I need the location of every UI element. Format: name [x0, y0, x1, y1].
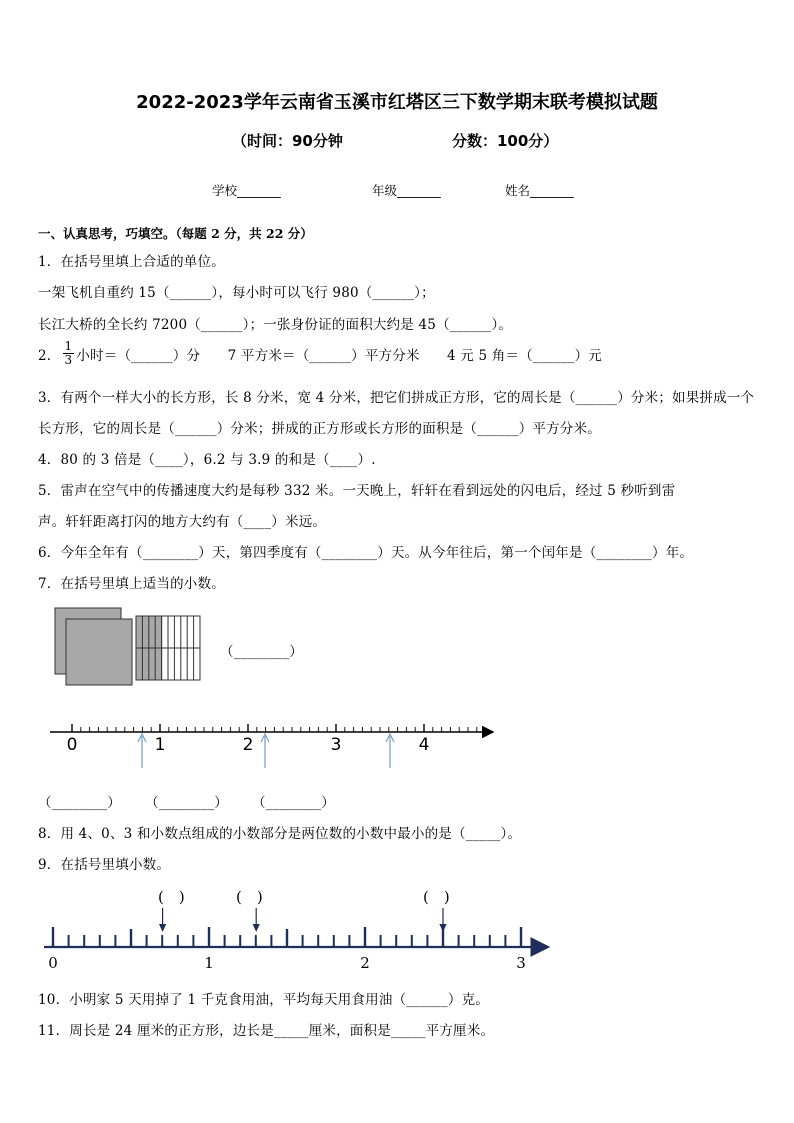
question-11: 11．周长是 24 厘米的正方形，边长是_____厘米，面积是_____平方厘米。 — [38, 1023, 495, 1039]
fraction-numerator: 1 — [64, 339, 73, 353]
tenths-grid — [136, 616, 200, 680]
answer-blank-2[interactable]: （________） — [145, 795, 228, 811]
marker-label-1: ( ) — [158, 888, 185, 906]
axis-ticks — [53, 927, 521, 947]
axis-label-2: 2 — [242, 735, 254, 755]
question-7-stem: 7．在括号里填上适当的小数。 — [38, 576, 225, 592]
question-9-stem: 9．在括号里填小数。 — [38, 857, 171, 873]
exam-score: 分数：100分） — [452, 132, 559, 150]
full-square-front — [66, 619, 132, 685]
answer-blank-3[interactable]: （________） — [252, 795, 335, 811]
school-field[interactable]: 学校_______ — [212, 183, 281, 198]
question-5-line2: 声。轩轩距离打闪的地方大约有（____）米远。 — [38, 514, 327, 530]
question-8: 8．用 4、0、3 和小数点组成的小数部分是两位数的小数中最小的是（_____）。 — [38, 826, 522, 842]
decimal-squares-figure — [50, 605, 210, 691]
axis-label-0: 0 — [66, 735, 78, 755]
name-field[interactable]: 姓名_______ — [505, 183, 574, 198]
axis-label-3: 3 — [516, 954, 526, 972]
question-1-line2: 长江大桥的全长约 7200（______）；一张身份证的面积大约是 45（______）。 — [38, 317, 513, 333]
number-line-q9 — [38, 882, 558, 974]
answer-blank-1[interactable]: （________） — [38, 795, 121, 811]
question-6: 6．今年全年有（________）天，第四季度有（________）天。从今年往后，第一个闰年是（________）年。 — [38, 545, 694, 561]
question-2-text: 小时＝（______）分 7 平方米＝（______）平方分米 4 元 5 角＝（______）元 — [76, 347, 602, 364]
pointer-arrows — [138, 734, 394, 768]
question-5-line1: 5．雷声在空气中的传播速度大约是每秒 332 米。一天晚上，轩轩在看到远处的闪电后，经过 5 秒听到雷 — [38, 483, 676, 499]
axis-label-4: 4 — [418, 735, 430, 755]
figure-answer-blank[interactable]: （________） — [220, 644, 303, 660]
axis-label-0: 0 — [48, 954, 58, 972]
fraction-one-third — [63, 340, 75, 367]
question-3-line1: 3．有两个一样大小的长方形，长 8 分米，宽 4 分米，把它们拼成正方形，它的周长是（______）分米；如果拼成一个 — [38, 390, 755, 406]
marker-arrows — [159, 908, 447, 932]
question-4: 4．80 的 3 倍是（____），6.2 与 3.9 的和是（____）. — [38, 452, 376, 468]
page-title: 2022-2023学年云南省玉溪市红塔区三下数学期末联考模拟试题 — [136, 92, 658, 113]
question-1-line1: 一架飞机自重约 15（______），每小时可以飞行 980（______）； — [38, 285, 435, 301]
question-10: 10．小明家 5 天用掉了 1 千克食用油，平均每天用食用油（______）克。 — [38, 992, 490, 1008]
question-3-line2: 长方形，它的周长是（______）分米；拼成的正方形或长方形的面积是（______）平方分米。 — [38, 421, 601, 437]
question-2-number: 2． — [38, 347, 61, 364]
number-line-q7 — [40, 716, 500, 776]
question-2 — [38, 340, 602, 367]
axis-label-2: 2 — [360, 954, 370, 972]
section-heading: 一、认真思考，巧填空。（每题 2 分，共 22 分） — [38, 226, 313, 241]
fraction-denominator: 3 — [64, 353, 73, 367]
grade-field[interactable]: 年级_______ — [372, 183, 441, 198]
marker-label-3: ( ) — [423, 888, 450, 906]
axis-label-1: 1 — [204, 954, 214, 972]
exam-time: （时间：90分钟 — [232, 132, 343, 150]
axis-label-3: 3 — [330, 735, 342, 755]
axis-ticks — [72, 724, 477, 732]
axis-label-1: 1 — [154, 735, 166, 755]
marker-label-2: ( ) — [236, 888, 263, 906]
question-1-stem: 1．在括号里填上合适的单位。 — [38, 254, 225, 270]
